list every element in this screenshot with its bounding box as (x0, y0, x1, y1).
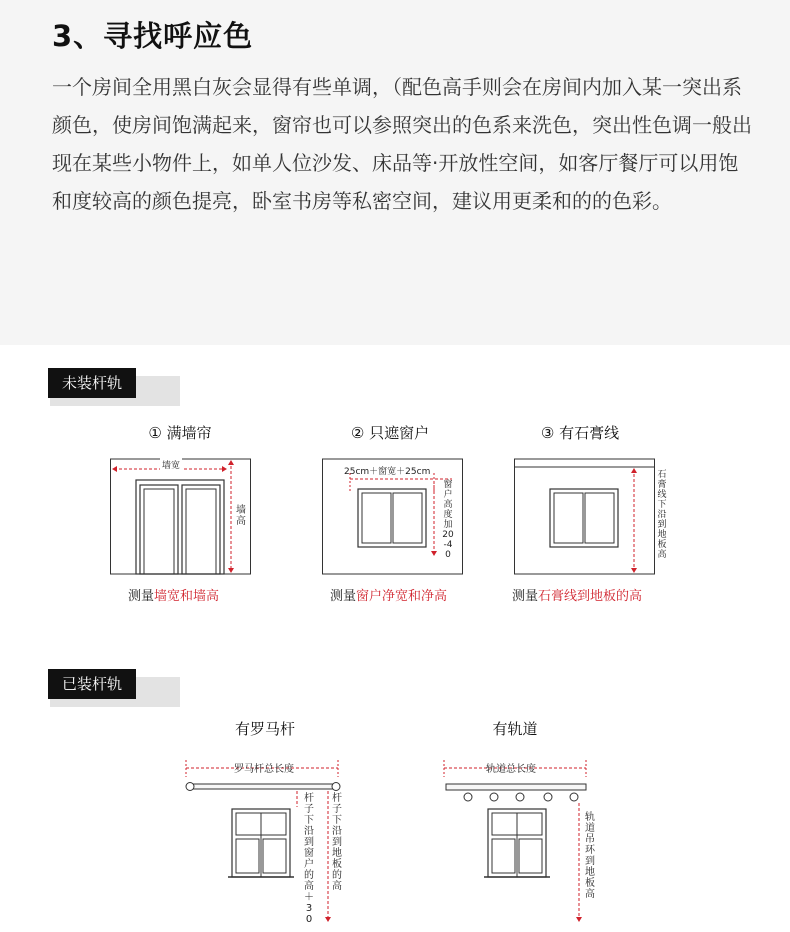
caption-prefix: 测量 (330, 589, 357, 604)
tag-no-rail: 未装杆轨 (48, 368, 136, 398)
label-window-height: 窗户高度加20-40 (442, 480, 454, 560)
section-paragraph: 一个房间全用黑白灰会显得有些单调，（配色高手则会在房间内加入某一突出系颜色，使房间饱满起来，窗帘也可以参照突出的色系来洗色，突出性色调一般出现在某些小物件上，如单人位沙发、床品等·开放性空间，如客厅餐厅可以用饱和度较高的颜色提亮，卧室书房等私密空间，建议用更柔和的的色彩。 (52, 75, 752, 213)
diagram-title-window-only: ② 只遮窗户 (350, 424, 430, 442)
label-rod-to-floor: 杆子下沿到地板的高 (332, 793, 342, 892)
caption-highlight: 墙宽和墙高 (154, 589, 220, 604)
diagram-title-roman-rod: 有罗马杆 (234, 720, 295, 738)
caption-prefix: 测量 (128, 589, 155, 604)
tag-with-rail: 已装杆轨 (48, 669, 136, 699)
diagram-title-track: 有轨道 (492, 720, 538, 738)
caption-plaster-line (512, 585, 642, 604)
intro-section (0, 0, 790, 345)
caption-highlight: 石膏线到地板的高 (538, 589, 643, 604)
label-wall-width: 墙宽 (160, 458, 182, 471)
caption-full-wall (128, 585, 219, 604)
diagram-plaster-line (514, 455, 674, 580)
caption-prefix: 测量 (512, 589, 539, 604)
label-track-to-floor: 轨道吊环到地板高 (585, 812, 595, 900)
label-plaster-height: 石膏线下沿到地板高 (657, 470, 667, 560)
caption-window-only (330, 585, 447, 604)
label-track-length: 轨道总长度 (486, 764, 536, 775)
section-heading: 3、寻找呼应色 (52, 19, 254, 53)
diagram-title-plaster-line: ③ 有石膏线 (540, 424, 620, 442)
label-wall-height: 墙高 (236, 505, 246, 527)
label-rod-length: 罗马杆总长度 (234, 764, 294, 775)
label-window-width: 25cm＋窗宽＋25cm (344, 467, 431, 477)
label-rod-to-window: 杆子下沿到窗户的高＋30 (304, 793, 314, 925)
caption-highlight: 窗户净宽和净高 (356, 589, 448, 604)
diagram-title-full-wall: ① 满墙帘 (148, 424, 212, 442)
